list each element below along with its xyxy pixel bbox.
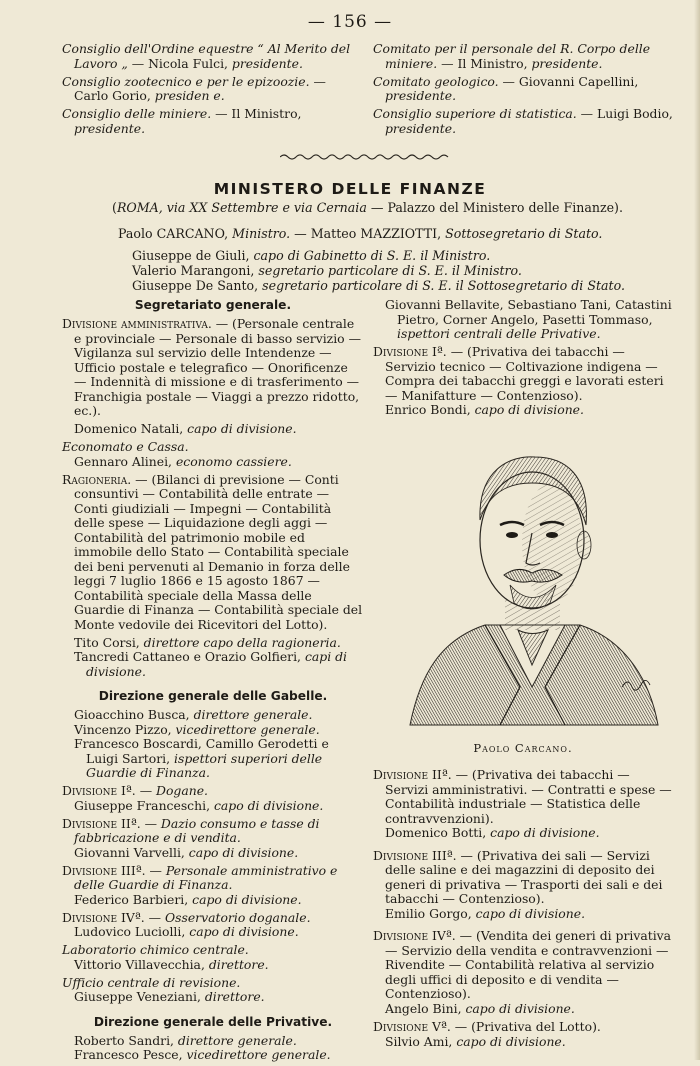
office-head: Giuseppe Veneziani, direttore. <box>74 989 265 1004</box>
person-name: Il Ministro, <box>231 106 302 121</box>
division-head: Giovanni Varvelli, capo di divisione. <box>74 844 299 860</box>
division-entry: Divisione IIª. — (Privativa dei tabacchi — Servizi amministrativi. — Contratti e spese — Contabilità industriale — Statistica delle contravvenzioni). <box>373 767 672 826</box>
division-entry: Divisione Iª. — (Privativa dei tabacchi — Servizio tecnico — Coltivazione indigena — Compra dei tabacchi greggi e lavorati esteri — Manifatture — Contenzioso). <box>373 344 664 403</box>
person-role: presidente. <box>385 88 457 103</box>
staff-line: Giuseppe de Giuli, capo di Gabinetto di S. E. il Ministro. <box>132 248 491 263</box>
page-number: — 156 — <box>307 12 393 32</box>
division-head: Silvio Ami, capo di divisione. <box>385 1033 566 1049</box>
council-entry <box>62 42 364 71</box>
portrait-engraving <box>400 425 665 735</box>
division-entry: Divisione Vª. — (Privativa del Lotto). <box>373 1019 601 1034</box>
council-title: Comitato per il personale del R. Corpo delle miniere. — <box>373 41 651 71</box>
council-title: Consiglio dell'Ordine equestre “ Al Merito del Lavoro „ — <box>62 41 351 71</box>
inspectors-line: Giovanni Bellavite, Sebastiano Tani, Catastini Pietro, Corner Angelo, Pasetti Tommaso, ispettori centrali delle Privative. <box>385 297 672 341</box>
ministry-title: MINISTERO DELLE FINANZE <box>213 180 487 198</box>
section-heading: Segretariato generale. <box>134 298 292 312</box>
right-column-lower <box>373 768 673 1053</box>
division-entry: Divisione IIIª. — Personale amministrativo e delle Guardie di Finanza. <box>62 862 338 892</box>
division-entry: Divisione IVª. — (Vendita dei generi di privativa — Servizio della vendita e contravvenzioni — Rivendite — Contabilità relativa al servizio degli uffici di deposito e di vendita — Contenzioso). <box>373 928 672 1001</box>
wavy-divider <box>280 152 450 162</box>
council-title: Consiglio superiore di statistica. — <box>373 106 597 121</box>
division-entry: Divisione IIª. — Dazio consumo e tasse di fabbricazione e di vendita. <box>62 815 320 845</box>
person-name: Il Ministro, <box>457 55 532 71</box>
director-line: Francesco Pesce, vicedirettore generale. <box>74 1047 331 1062</box>
division-entry: Divisione IVª. — Osservatorio doganale. <box>62 909 311 925</box>
director-line: Roberto Sandri, direttore generale. <box>74 1032 297 1048</box>
person-name: Luigi Bodio, <box>596 106 673 121</box>
office-label: Economato e Cassa. <box>62 439 189 454</box>
office-head: Vittorio Villavecchia, direttore. <box>74 956 269 972</box>
division-entry: Divisione amministrativa. — (Personale centrale e provinciale — Personale di basso servizio — Vigilanza sul servizio delle Intendenze — Ufficio postale e telegrafico — Onorificenze — Indennità di missione e di trasferimento — Franchigia postale — Viaggi a prezzo ridotto, ec.). <box>62 316 361 418</box>
right-column-upper <box>373 298 673 421</box>
division-head: Enrico Bondi, capo di divisione. <box>385 402 584 417</box>
division-head: Domenico Natali, capo di divisione. <box>74 421 297 436</box>
person-name: Nicola Fulci, <box>148 55 232 71</box>
ministry-address: (ROMA, via XX Settembre e via Cernaia — Palazzo del Ministero delle Finanze). <box>112 200 623 215</box>
director-line: Gioacchino Busca, direttore generale. <box>74 707 313 722</box>
person-name: Carlo Gorio, <box>74 88 155 103</box>
section-heading: Direzione generale delle Gabelle. <box>98 689 328 703</box>
person-name: Giovanni Capellini, <box>518 73 639 89</box>
council-title: Consiglio zootecnico e per le epizoozie. — <box>62 73 326 89</box>
division-head: Emilio Gorgo, capo di divisione. <box>385 905 586 921</box>
council-entry <box>373 75 673 104</box>
division-entry: Ragioneria. — (Bilanci di previsione — Conti consuntivi — Contabilità delle entrate — Conti giudiziali — Impegni — Contabilità delle spese — Liquidazione degli aggi — Contabilità del patrimonio mobile ed immobile dello Stato — Contabilità speciale dei beni pervenuti al Demanio in forza delle leggi 7 luglio 1866 e 15 agosto 1867 — Contabilità speciale della Massa delle Guardie di Finanza — Contabilità speciale del Monte vedovile dei Ricevitori del Lotto). <box>62 471 363 632</box>
director-line: Francesco Boscardi, Camillo Gerodetti e Luigi Sartori, ispettori superiori delle Guardie di Finanza. <box>74 736 329 780</box>
council-title: Consiglio delle miniere. — <box>62 106 232 121</box>
office-label: Ufficio centrale di revisione. <box>62 974 241 990</box>
division-head: Tito Corsi, direttore capo della ragioneria. <box>74 634 341 650</box>
person-role: presidente. <box>231 55 303 71</box>
top-right-column <box>373 42 673 140</box>
division-entry: Divisione Iª. — Dogane. <box>62 783 208 798</box>
division-entry: Divisione IIIª. — (Privativa dei sali — Servizi delle saline e dei magazzini di deposito dei generi di privativa — Trasporti dei sali e dei tabacchi — Contenzioso). <box>373 847 663 906</box>
division-head: Giuseppe Franceschi, capo di divisione. <box>74 797 324 813</box>
person-role: presidente. <box>531 55 603 71</box>
page-edge <box>694 0 700 1060</box>
section-heading: Direzione generale delle Privative. <box>93 1014 333 1029</box>
council-title: Comitato geologico. — <box>373 73 519 89</box>
director-line: Vincenzo Pizzo, vicedirettore generale. <box>74 721 320 737</box>
minister-line: Paolo CARCANO, Ministro. — Matteo MAZZIOTTI, Sottosegretario di Stato. <box>118 226 603 241</box>
office-head: Gennaro Alinei, economo cassiere. <box>74 453 292 469</box>
person-role: presiden e. <box>154 88 225 103</box>
division-head: Federico Barbieri, capo di divisione. <box>74 891 302 907</box>
council-entry <box>373 107 673 136</box>
division-head: Tancredi Cattaneo e Orazio Golfieri, capi di divisione. <box>74 649 347 679</box>
staff-line: Valerio Marangoni, segretario particolare di S. E. il Ministro. <box>132 263 522 278</box>
staff-line: Giuseppe De Santo, segretario particolare di S. E. il Sottosegretario di Stato. <box>132 278 625 293</box>
cabinet-staff <box>132 248 672 293</box>
person-role: presidente. <box>385 120 457 136</box>
top-left-column <box>62 42 364 140</box>
division-head: Ludovico Luciolli, capo di divisione. <box>74 924 299 939</box>
council-entry <box>373 42 673 71</box>
person-role: presidente. <box>74 120 146 136</box>
council-entry <box>62 75 364 104</box>
division-head: Angelo Bini, capo di divisione. <box>385 1000 575 1016</box>
left-column <box>62 298 364 1066</box>
division-head: Domenico Botti, capo di divisione. <box>385 825 600 840</box>
office-label: Laboratorio chimico centrale. <box>62 942 249 957</box>
council-entry <box>62 107 364 136</box>
portrait-caption: Paolo Carcano. <box>473 741 573 755</box>
